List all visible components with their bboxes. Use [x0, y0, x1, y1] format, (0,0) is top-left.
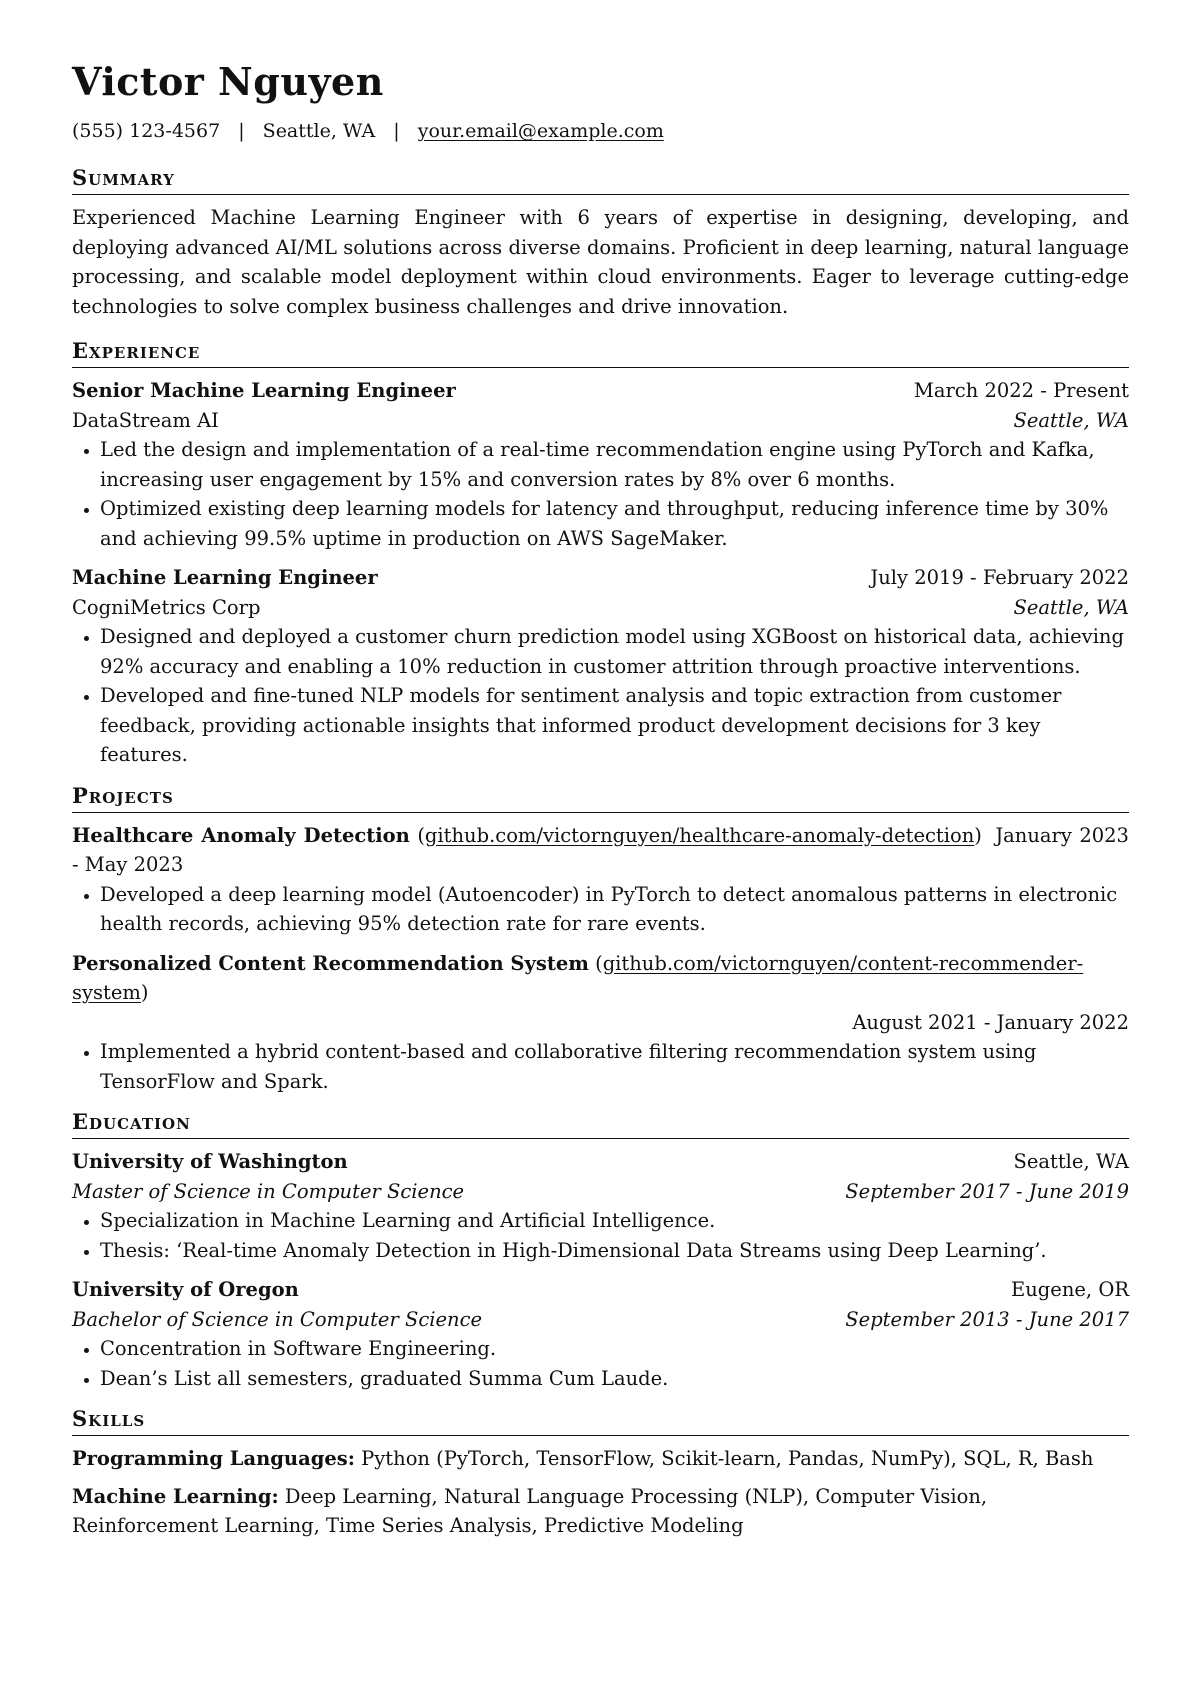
- section-title-skills: Skills: [72, 1405, 1129, 1436]
- project-link[interactable]: github.com/victornguyen/healthcare-anomaly-detection: [424, 823, 975, 847]
- project-bullets: [72, 1037, 1129, 1096]
- skill-label: Machine Learning:: [72, 1484, 279, 1508]
- degree: Bachelor of Science in Computer Science: [72, 1307, 483, 1331]
- separator: |: [238, 120, 245, 142]
- job-role: Machine Learning Engineer: [72, 566, 378, 589]
- project-bullets: [72, 880, 1129, 939]
- experience-section: [72, 337, 1129, 770]
- project-dates: August 2021 - January 2022: [852, 1010, 1129, 1034]
- school-name: University of Washington: [72, 1150, 348, 1173]
- job-dates: July 2019 - February 2022: [870, 566, 1129, 589]
- degree: Master of Science in Computer Science: [72, 1179, 465, 1203]
- bullet-item: • Dean’s List all semesters, graduated Summa Cum Laude.: [100, 1364, 1129, 1394]
- job-bullets: [72, 435, 1129, 553]
- bullet-item: • Implemented a hybrid content-based and collaborative filtering recommendation system using TensorFlow and Spark.: [100, 1037, 1129, 1096]
- email-link[interactable]: your.email@example.com: [417, 120, 664, 142]
- school-location: Eugene, OR: [1011, 1278, 1129, 1301]
- job-entry: [72, 376, 1129, 553]
- bullet-item: • Thesis: ‘Real-time Anomaly Detection in High-Dimensional Data Streams using Deep Learning’.: [100, 1236, 1129, 1266]
- bullet-item: • Developed a deep learning model (Autoencoder) in PyTorch to detect anomalous patterns in electronic health records, achieving 95% detection rate for rare events.: [100, 880, 1129, 939]
- section-title-experience: Experience: [72, 337, 1129, 368]
- section-title-education: Education: [72, 1108, 1129, 1139]
- skill-value: Deep Learning, Natural Language Processing (NLP), Computer Vision, Reinforcement Learning, Time Series Analysis, Predictive Modeling: [72, 1484, 988, 1537]
- job-company: CogniMetrics Corp: [72, 595, 261, 619]
- project-link[interactable]: github.com/victornguyen/content-recommender-system: [72, 951, 1084, 1004]
- skill-value: Python (PyTorch, TensorFlow, Scikit-learn, Pandas, NumPy), SQL, R, Bash: [361, 1447, 1094, 1470]
- summary-section: [72, 164, 1129, 321]
- project-entry: Personalized Content Recommendation System (github.com/victornguyen/content-recommender-system) August 2021 - January 2022 • Implemented a hybrid content-based and collaborative filtering recommendation system using TensorFlow and Spark.: [72, 949, 1129, 1097]
- bullet-item: • Designed and deployed a customer churn prediction model using XGBoost on historical data, achieving 92% accuracy and enabling a 10% reduction in customer attrition through proactive interventions.: [100, 622, 1129, 681]
- education-dates: September 2013 - June 2017: [845, 1307, 1129, 1331]
- location: Seattle, WA: [262, 120, 376, 142]
- school-name: University of Oregon: [72, 1278, 299, 1301]
- education-bullets: [72, 1334, 1129, 1393]
- bullet-item: • Specialization in Machine Learning and Artificial Intelligence.: [100, 1206, 1129, 1236]
- job-bullets: [72, 622, 1129, 770]
- job-entry: [72, 563, 1129, 770]
- skill-label: Programming Languages:: [72, 1447, 355, 1470]
- project-name: Personalized Content Recommendation System: [72, 951, 589, 975]
- education-dates: September 2017 - June 2019: [845, 1179, 1129, 1203]
- project-entry: Healthcare Anomaly Detection (github.com/victornguyen/healthcare-anomaly-detection) January 2023 - May 2023 • Developed a deep learning model (Autoencoder) in PyTorch to detect anomalous patterns in electronic health records, achieving 95% detection rate for rare events.: [72, 821, 1129, 939]
- candidate-name: Victor Nguyen: [72, 59, 384, 104]
- phone-number: (555) 123-4567: [72, 120, 221, 142]
- job-location: Seattle, WA: [1013, 595, 1129, 619]
- job-dates: March 2022 - Present: [913, 379, 1129, 402]
- education-entry: [72, 1275, 1129, 1393]
- job-company: DataStream AI: [72, 408, 219, 432]
- skills-section: [72, 1405, 1129, 1541]
- job-location: Seattle, WA: [1013, 408, 1129, 432]
- education-section: [72, 1108, 1129, 1393]
- bullet-item: • Concentration in Software Engineering.: [100, 1334, 1129, 1364]
- contact-line: [72, 118, 1129, 144]
- skill-line: [72, 1482, 1129, 1541]
- job-role: Senior Machine Learning Engineer: [72, 379, 456, 402]
- separator: |: [393, 120, 400, 142]
- skill-line: [72, 1444, 1129, 1474]
- summary-text: Experienced Machine Learning Engineer with 6 years of expertise in designing, developing, and deploying advanced AI/ML solutions across diverse domains. Proficient in deep learning, natural language processing, and scalable model deployment within cloud environments. Eager to leverage cutting-edge technologies to solve complex business challenges and drive innovation.: [72, 206, 1129, 318]
- bullet-item: • Optimized existing deep learning models for latency and throughput, reducing inference time by 30% and achieving 99.5% uptime in production on AWS SageMaker.: [100, 494, 1129, 553]
- section-title-projects: Projects: [72, 782, 1129, 813]
- section-title-summary: Summary: [72, 164, 1129, 195]
- bullet-item: • Developed and fine-tuned NLP models for sentiment analysis and topic extraction from customer feedback, providing actionable insights that informed product development decisions for 3 key features.: [100, 681, 1129, 770]
- education-entry: [72, 1147, 1129, 1265]
- project-name: Healthcare Anomaly Detection: [72, 823, 410, 847]
- projects-section: [72, 782, 1129, 1097]
- project-dates: January 2023 - May 2023: [72, 823, 1129, 876]
- school-location: Seattle, WA: [1013, 1150, 1129, 1173]
- bullet-item: • Led the design and implementation of a real-time recommendation engine using PyTorch and Kafka, increasing user engagement by 15% and conversion rates by 8% over 6 months.: [100, 435, 1129, 494]
- education-bullets: [72, 1206, 1129, 1265]
- resume-page: [72, 58, 1129, 1541]
